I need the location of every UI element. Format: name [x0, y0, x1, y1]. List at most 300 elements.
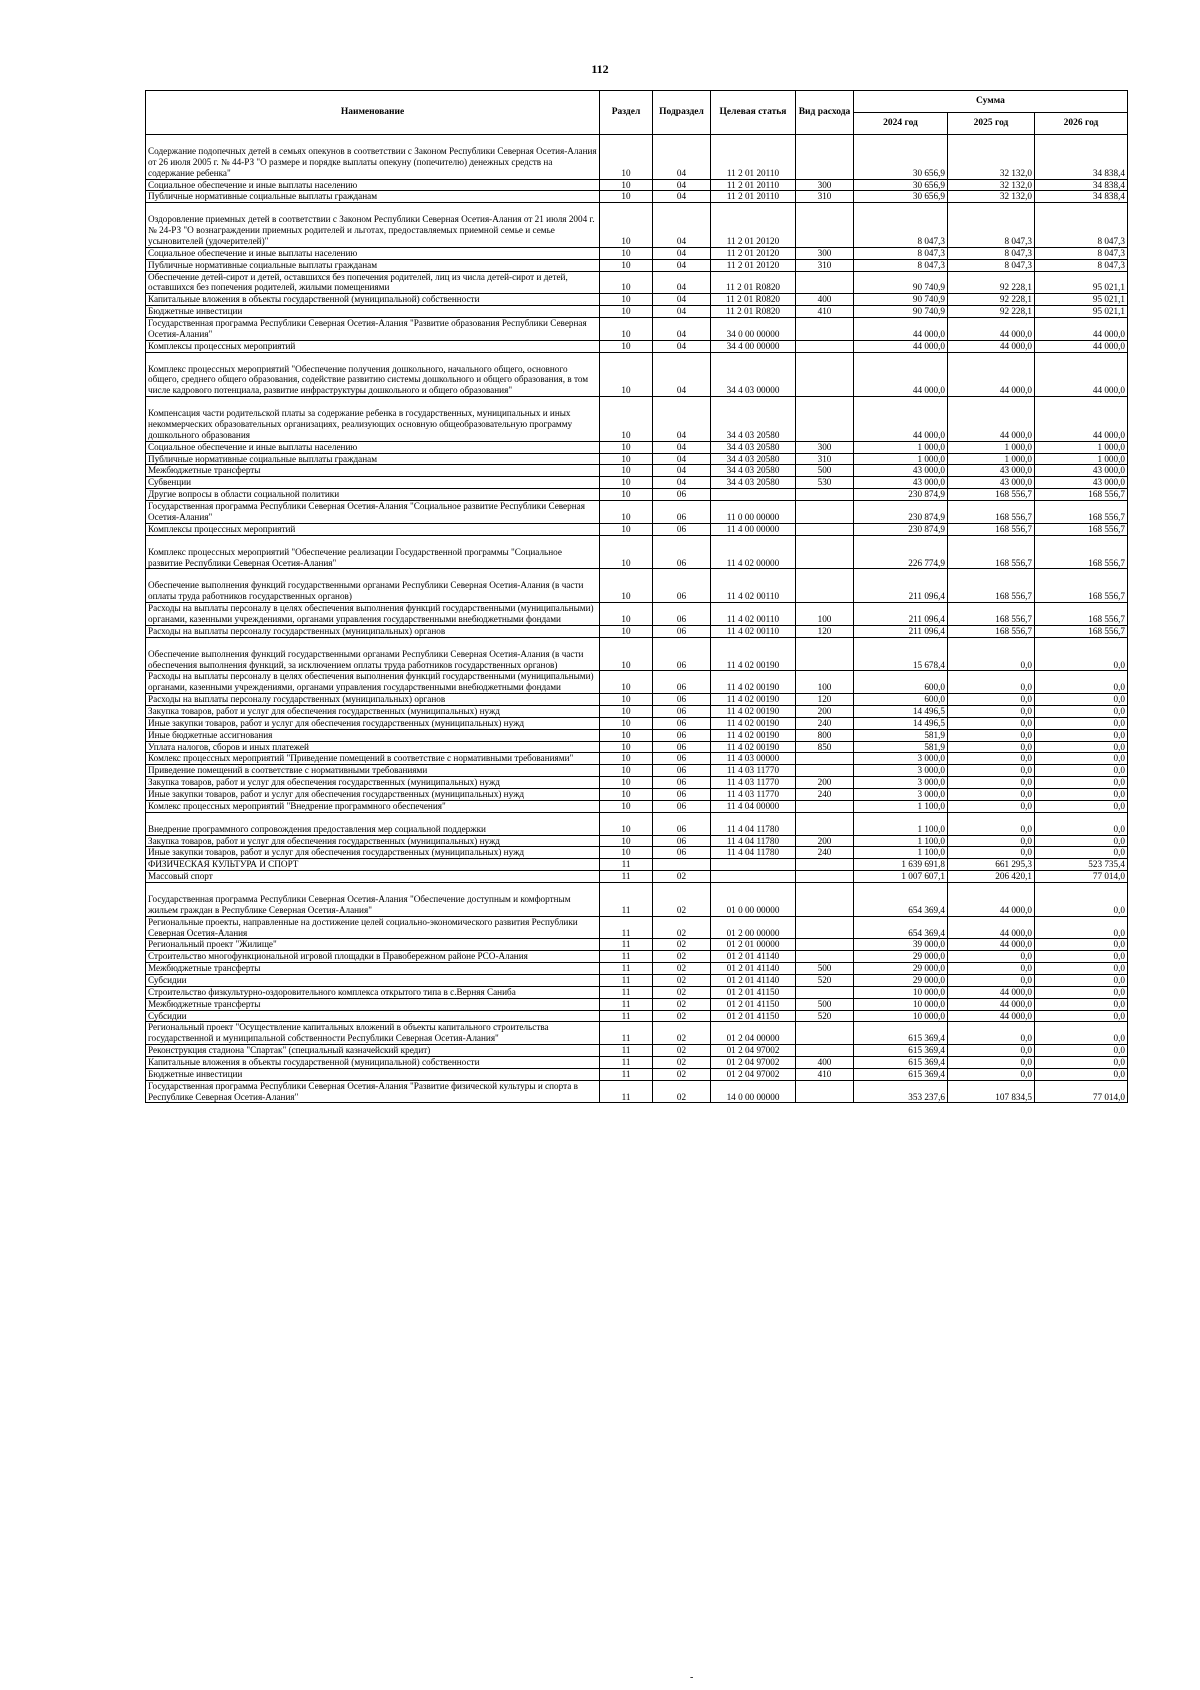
cell-p: 04: [653, 259, 711, 271]
cell-name: Публичные нормативные социальные выплаты гражданам: [146, 191, 600, 203]
cell-s2: 0,0: [948, 741, 1035, 753]
cell-s2: 168 556,7: [948, 625, 1035, 637]
cell-s1: 44 000,0: [854, 318, 948, 341]
cell-t: 01 2 04 00000: [711, 1022, 796, 1045]
table-row: [146, 135, 1128, 180]
table-row: [146, 340, 1128, 352]
cell-s2: 168 556,7: [948, 603, 1035, 626]
cell-t: 34 0 00 00000: [711, 318, 796, 341]
cell-s1: 90 740,9: [854, 294, 948, 306]
cell-s2: 43 000,0: [948, 477, 1035, 489]
table-row: [146, 753, 1128, 765]
cell-p: 02: [653, 1010, 711, 1022]
cell-s3: 168 556,7: [1035, 489, 1128, 501]
cell-r: 10: [600, 765, 653, 777]
cell-v: [796, 916, 854, 939]
cell-name: Расходы на выплаты персоналу в целях обеспечения выполнения функций государственными (муниципальными) органами, казенными учреждениями, органами управления государственными внебюджетными фондами: [146, 603, 600, 626]
cell-s3: 0,0: [1035, 882, 1128, 916]
cell-name: Социальное обеспечение и иные выплаты населению: [146, 179, 600, 191]
cell-s3: 8 047,3: [1035, 259, 1128, 271]
cell-name: Государственная программа Республики Северная Осетия-Алания "Обеспечение доступным и комфортным жильем граждан в Республике Северная Осетия-Алания": [146, 882, 600, 916]
cell-t: 11 4 02 00190: [711, 671, 796, 694]
cell-t: [711, 859, 796, 871]
cell-v: [796, 340, 854, 352]
cell-r: 10: [600, 671, 653, 694]
cell-name: Межбюджетные трансферты: [146, 963, 600, 975]
cell-s1: 600,0: [854, 694, 948, 706]
cell-s2: 0,0: [948, 1057, 1035, 1069]
cell-s1: 10 000,0: [854, 986, 948, 998]
cell-s3: 0,0: [1035, 705, 1128, 717]
cell-name: Государственная программа Республики Северная Осетия-Алания "Социальное развитие Республики Северная Осетия-Алания": [146, 501, 600, 524]
cell-name: Иные закупки товаров, работ и услуг для обеспечения государственных (муниципальных) нужд: [146, 847, 600, 859]
cell-v: 200: [796, 777, 854, 789]
cell-p: 06: [653, 812, 711, 835]
cell-p: 04: [653, 203, 711, 248]
page-footer-mark: -: [690, 1672, 694, 1683]
cell-t: 01 2 04 97002: [711, 1068, 796, 1080]
cell-s2: 92 228,1: [948, 294, 1035, 306]
cell-v: 240: [796, 847, 854, 859]
cell-p: 02: [653, 1080, 711, 1103]
cell-s2: 0,0: [948, 717, 1035, 729]
cell-r: 11: [600, 1022, 653, 1045]
table-row: [146, 835, 1128, 847]
cell-v: [796, 489, 854, 501]
cell-s3: 0,0: [1035, 998, 1128, 1010]
cell-name: Строительство многофункциональной игровой площадки в Правобережном районе РСО-Алания: [146, 951, 600, 963]
cell-v: 850: [796, 741, 854, 753]
cell-v: [796, 753, 854, 765]
cell-v: 310: [796, 453, 854, 465]
cell-s1: 581,9: [854, 741, 948, 753]
cell-s3: 8 047,3: [1035, 203, 1128, 248]
cell-s2: 44 000,0: [948, 882, 1035, 916]
cell-p: 06: [653, 535, 711, 569]
cell-s3: 0,0: [1035, 777, 1128, 789]
cell-s2: 0,0: [948, 835, 1035, 847]
cell-p: 06: [653, 489, 711, 501]
cell-v: [796, 1045, 854, 1057]
cell-s2: 0,0: [948, 847, 1035, 859]
cell-v: 200: [796, 835, 854, 847]
cell-p: 04: [653, 318, 711, 341]
cell-s1: 230 874,9: [854, 489, 948, 501]
cell-v: [796, 397, 854, 442]
cell-s2: 0,0: [948, 788, 1035, 800]
cell-p: 06: [653, 847, 711, 859]
cell-v: 410: [796, 306, 854, 318]
cell-t: 11 2 01 20110: [711, 191, 796, 203]
cell-v: [796, 871, 854, 883]
cell-s1: 10 000,0: [854, 998, 948, 1010]
table-row: [146, 271, 1128, 294]
cell-s1: 44 000,0: [854, 340, 948, 352]
cell-s2: 44 000,0: [948, 986, 1035, 998]
cell-r: 10: [600, 741, 653, 753]
cell-name: Капитальные вложения в объекты государственной (муниципальной) собственности: [146, 1057, 600, 1069]
cell-p: 06: [653, 777, 711, 789]
cell-s3: 1 000,0: [1035, 453, 1128, 465]
cell-p: 02: [653, 986, 711, 998]
cell-p: 06: [653, 753, 711, 765]
cell-s2: 168 556,7: [948, 489, 1035, 501]
cell-s1: 654 369,4: [854, 882, 948, 916]
cell-s1: 8 047,3: [854, 203, 948, 248]
cell-p: 04: [653, 397, 711, 442]
cell-t: 11 2 01 20120: [711, 247, 796, 259]
cell-v: [796, 535, 854, 569]
cell-r: 11: [600, 1080, 653, 1103]
cell-s1: 3 000,0: [854, 753, 948, 765]
cell-v: [796, 765, 854, 777]
table-row: [146, 1022, 1128, 1045]
cell-s3: 0,0: [1035, 986, 1128, 998]
cell-t: 11 4 02 00190: [711, 741, 796, 753]
cell-s2: 0,0: [948, 951, 1035, 963]
cell-p: 02: [653, 1057, 711, 1069]
cell-v: [796, 812, 854, 835]
cell-s3: 77 014,0: [1035, 871, 1128, 883]
table-row: [146, 489, 1128, 501]
cell-s3: 0,0: [1035, 788, 1128, 800]
cell-s1: 15 678,4: [854, 637, 948, 671]
cell-r: 11: [600, 975, 653, 987]
cell-s1: 30 656,9: [854, 135, 948, 180]
cell-v: 500: [796, 963, 854, 975]
cell-name: Расходы на выплаты персоналу государственных (муниципальных) органов: [146, 625, 600, 637]
cell-r: 10: [600, 625, 653, 637]
cell-s3: 0,0: [1035, 637, 1128, 671]
cell-p: 02: [653, 1068, 711, 1080]
header-target: Целевая статья: [711, 91, 796, 135]
cell-v: 500: [796, 465, 854, 477]
cell-t: 11 4 04 11780: [711, 812, 796, 835]
cell-s1: 14 496,5: [854, 705, 948, 717]
cell-r: 11: [600, 986, 653, 998]
table-row: [146, 986, 1128, 998]
cell-name: Субсидии: [146, 975, 600, 987]
cell-name: Региональный проект "Жилище": [146, 939, 600, 951]
cell-s2: 44 000,0: [948, 998, 1035, 1010]
cell-p: 02: [653, 916, 711, 939]
cell-s3: 34 838,4: [1035, 179, 1128, 191]
cell-r: 10: [600, 569, 653, 603]
cell-s3: 523 735,4: [1035, 859, 1128, 871]
cell-p: 06: [653, 694, 711, 706]
cell-p: 04: [653, 179, 711, 191]
cell-s1: 8 047,3: [854, 259, 948, 271]
cell-s3: 168 556,7: [1035, 569, 1128, 603]
cell-s3: 0,0: [1035, 753, 1128, 765]
cell-v: [796, 523, 854, 535]
cell-name: Иные закупки товаров, работ и услуг для обеспечения государственных (муниципальных) нужд: [146, 717, 600, 729]
cell-p: 04: [653, 465, 711, 477]
cell-v: 120: [796, 694, 854, 706]
cell-p: 06: [653, 765, 711, 777]
cell-s2: 0,0: [948, 777, 1035, 789]
cell-r: 10: [600, 135, 653, 180]
cell-v: [796, 318, 854, 341]
cell-s3: 0,0: [1035, 847, 1128, 859]
cell-s2: 0,0: [948, 1068, 1035, 1080]
cell-s1: 44 000,0: [854, 352, 948, 397]
cell-r: 10: [600, 835, 653, 847]
cell-v: [796, 271, 854, 294]
cell-name: Комплексы процессных мероприятий: [146, 523, 600, 535]
cell-v: 310: [796, 259, 854, 271]
cell-name: Комлекс процессных мероприятий "Внедрение программного обеспечения": [146, 800, 600, 812]
cell-t: 34 4 03 00000: [711, 352, 796, 397]
cell-s1: 8 047,3: [854, 247, 948, 259]
cell-p: 06: [653, 569, 711, 603]
cell-r: 11: [600, 1057, 653, 1069]
cell-s3: 168 556,7: [1035, 603, 1128, 626]
cell-t: [711, 871, 796, 883]
cell-s3: 0,0: [1035, 741, 1128, 753]
cell-s1: 29 000,0: [854, 975, 948, 987]
cell-s3: 0,0: [1035, 975, 1128, 987]
cell-name: Закупка товаров, работ и услуг для обеспечения государственных (муниципальных) нужд: [146, 777, 600, 789]
header-2025: 2025 год: [948, 113, 1035, 135]
cell-s2: 8 047,3: [948, 247, 1035, 259]
cell-t: 11 4 03 11770: [711, 788, 796, 800]
cell-t: 34 4 03 20580: [711, 453, 796, 465]
cell-t: 11 4 03 11770: [711, 765, 796, 777]
cell-name: Комплекс процессных мероприятий "Обеспечение реализации Государственной программы "Социальное развитие Республики Северная Осетия-Алания": [146, 535, 600, 569]
table-row: [146, 916, 1128, 939]
cell-t: 11 4 02 00110: [711, 603, 796, 626]
cell-v: 100: [796, 603, 854, 626]
cell-v: 500: [796, 998, 854, 1010]
cell-s2: 661 295,3: [948, 859, 1035, 871]
cell-s1: 615 369,4: [854, 1045, 948, 1057]
cell-s3: 77 014,0: [1035, 1080, 1128, 1103]
cell-r: 10: [600, 777, 653, 789]
cell-s1: 90 740,9: [854, 271, 948, 294]
table-row: [146, 191, 1128, 203]
cell-name: Бюджетные инвестиции: [146, 1068, 600, 1080]
cell-s3: 1 000,0: [1035, 441, 1128, 453]
cell-name: Расходы на выплаты персоналу государственных (муниципальных) органов: [146, 694, 600, 706]
cell-s2: 168 556,7: [948, 523, 1035, 535]
cell-t: 11 4 04 00000: [711, 800, 796, 812]
cell-p: 06: [653, 501, 711, 524]
cell-t: 01 2 01 41140: [711, 975, 796, 987]
cell-s3: 44 000,0: [1035, 397, 1128, 442]
cell-p: 06: [653, 603, 711, 626]
cell-s3: 0,0: [1035, 1068, 1128, 1080]
cell-s1: 1 100,0: [854, 835, 948, 847]
cell-s1: 3 000,0: [854, 788, 948, 800]
cell-s2: 32 132,0: [948, 179, 1035, 191]
table-row: [146, 1057, 1128, 1069]
cell-p: 02: [653, 975, 711, 987]
cell-r: 10: [600, 259, 653, 271]
cell-s3: 44 000,0: [1035, 318, 1128, 341]
cell-p: 02: [653, 951, 711, 963]
cell-v: [796, 859, 854, 871]
cell-t: 01 2 04 97002: [711, 1057, 796, 1069]
cell-s2: 0,0: [948, 1045, 1035, 1057]
cell-t: 11 4 02 00190: [711, 694, 796, 706]
cell-r: 11: [600, 916, 653, 939]
table-row: [146, 603, 1128, 626]
header-name: Наименование: [146, 91, 600, 135]
cell-p: 02: [653, 998, 711, 1010]
cell-v: 200: [796, 705, 854, 717]
cell-name: Межбюджетные трансферты: [146, 465, 600, 477]
cell-p: 04: [653, 306, 711, 318]
cell-s1: 44 000,0: [854, 397, 948, 442]
cell-s1: 43 000,0: [854, 477, 948, 489]
cell-t: 01 2 01 41140: [711, 951, 796, 963]
cell-s2: 92 228,1: [948, 271, 1035, 294]
table-row: [146, 1045, 1128, 1057]
cell-t: 34 4 03 20580: [711, 441, 796, 453]
table-row: [146, 203, 1128, 248]
cell-p: 04: [653, 453, 711, 465]
cell-t: 01 2 01 41150: [711, 998, 796, 1010]
table-row: [146, 963, 1128, 975]
cell-s3: 0,0: [1035, 671, 1128, 694]
cell-s2: 0,0: [948, 963, 1035, 975]
cell-s1: 10 000,0: [854, 1010, 948, 1022]
cell-p: 04: [653, 340, 711, 352]
cell-p: 04: [653, 294, 711, 306]
cell-r: 10: [600, 812, 653, 835]
table-row: [146, 717, 1128, 729]
cell-v: [796, 951, 854, 963]
cell-v: 400: [796, 1057, 854, 1069]
cell-r: 10: [600, 501, 653, 524]
table-row: [146, 705, 1128, 717]
cell-r: 11: [600, 871, 653, 883]
table-row: [146, 859, 1128, 871]
cell-s1: 43 000,0: [854, 465, 948, 477]
table-row: [146, 1080, 1128, 1103]
cell-t: 11 4 04 11780: [711, 835, 796, 847]
cell-name: Публичные нормативные социальные выплаты гражданам: [146, 453, 600, 465]
cell-t: 11 2 01 R0820: [711, 271, 796, 294]
cell-p: 06: [653, 523, 711, 535]
cell-name: Реконструкция стадиона "Спартак" (специальный казначейский кредит): [146, 1045, 600, 1057]
cell-s1: 1 007 607,1: [854, 871, 948, 883]
cell-name: Социальное обеспечение и иные выплаты населению: [146, 441, 600, 453]
cell-t: 01 2 01 41150: [711, 986, 796, 998]
table-row: [146, 625, 1128, 637]
cell-name: Закупка товаров, работ и услуг для обеспечения государственных (муниципальных) нужд: [146, 835, 600, 847]
cell-p: 06: [653, 705, 711, 717]
table-row: [146, 453, 1128, 465]
cell-t: 11 2 01 20120: [711, 259, 796, 271]
cell-s2: 32 132,0: [948, 191, 1035, 203]
cell-p: 04: [653, 352, 711, 397]
cell-v: 310: [796, 191, 854, 203]
cell-s1: 615 369,4: [854, 1068, 948, 1080]
cell-s3: 0,0: [1035, 765, 1128, 777]
table-body: [146, 135, 1128, 1103]
cell-t: 11 4 02 00190: [711, 637, 796, 671]
cell-s2: 44 000,0: [948, 352, 1035, 397]
cell-s3: 95 021,1: [1035, 306, 1128, 318]
table-row: [146, 939, 1128, 951]
table-row: [146, 777, 1128, 789]
cell-s3: 0,0: [1035, 812, 1128, 835]
cell-s3: 0,0: [1035, 717, 1128, 729]
cell-r: 10: [600, 179, 653, 191]
cell-s1: 29 000,0: [854, 951, 948, 963]
cell-r: 10: [600, 637, 653, 671]
cell-s3: 0,0: [1035, 1045, 1128, 1057]
cell-v: 400: [796, 294, 854, 306]
cell-v: [796, 939, 854, 951]
table-row: [146, 882, 1128, 916]
table-row: [146, 998, 1128, 1010]
cell-name: Государственная программа Республики Северная Осетия-Алания "Развитие образования Республики Северная Осетия-Алания": [146, 318, 600, 341]
cell-v: 520: [796, 1010, 854, 1022]
cell-s1: 39 000,0: [854, 939, 948, 951]
cell-name: Комплексы процессных мероприятий: [146, 340, 600, 352]
cell-s3: 0,0: [1035, 916, 1128, 939]
cell-v: [796, 800, 854, 812]
cell-r: 10: [600, 453, 653, 465]
cell-s1: 211 096,4: [854, 569, 948, 603]
cell-s3: 8 047,3: [1035, 247, 1128, 259]
cell-name: Комплекс процессных мероприятий "Обеспечение получения дошкольного, начального общего, основного общего, среднего общего образования, содействие развитию системы дошкольного и общего образования, в том числе кадрового потенциала, развитие инфраструктуры дошкольного и общего образования": [146, 352, 600, 397]
cell-p: 04: [653, 247, 711, 259]
cell-r: 10: [600, 753, 653, 765]
cell-name: Приведение помещений в соответствие с нормативными требованиями: [146, 765, 600, 777]
cell-r: 10: [600, 203, 653, 248]
cell-p: 02: [653, 871, 711, 883]
cell-name: Обеспечение выполнения функций государственными органами Республики Северная Осетия-Алания (в части оплаты труда работников государственных органов): [146, 569, 600, 603]
cell-s3: 0,0: [1035, 800, 1128, 812]
cell-s3: 34 838,4: [1035, 191, 1128, 203]
table-row: [146, 788, 1128, 800]
cell-v: 410: [796, 1068, 854, 1080]
cell-r: 11: [600, 1010, 653, 1022]
cell-r: 10: [600, 318, 653, 341]
cell-r: 11: [600, 998, 653, 1010]
cell-r: 10: [600, 847, 653, 859]
cell-v: 530: [796, 477, 854, 489]
cell-p: 02: [653, 882, 711, 916]
cell-r: 10: [600, 352, 653, 397]
cell-s3: 168 556,7: [1035, 625, 1128, 637]
cell-s1: 1 100,0: [854, 847, 948, 859]
cell-r: 10: [600, 306, 653, 318]
cell-s1: 1 100,0: [854, 812, 948, 835]
cell-t: 11 2 01 R0820: [711, 306, 796, 318]
cell-s2: 44 000,0: [948, 916, 1035, 939]
cell-s2: 0,0: [948, 705, 1035, 717]
cell-name: Обеспечение выполнения функций государственными органами Республики Северная Осетия-Алания (в части обеспечения выполнения функций, за исключением оплаты труда работников государственных органов): [146, 637, 600, 671]
table-row: [146, 951, 1128, 963]
cell-s1: 230 874,9: [854, 501, 948, 524]
table-row: [146, 975, 1128, 987]
cell-s1: 353 237,6: [854, 1080, 948, 1103]
cell-s1: 600,0: [854, 671, 948, 694]
cell-s3: 0,0: [1035, 1022, 1128, 1045]
cell-p: 06: [653, 741, 711, 753]
cell-s1: 615 369,4: [854, 1057, 948, 1069]
cell-s2: 44 000,0: [948, 397, 1035, 442]
cell-v: [796, 986, 854, 998]
table-row: [146, 741, 1128, 753]
cell-s2: 44 000,0: [948, 340, 1035, 352]
cell-name: Публичные нормативные социальные выплаты гражданам: [146, 259, 600, 271]
